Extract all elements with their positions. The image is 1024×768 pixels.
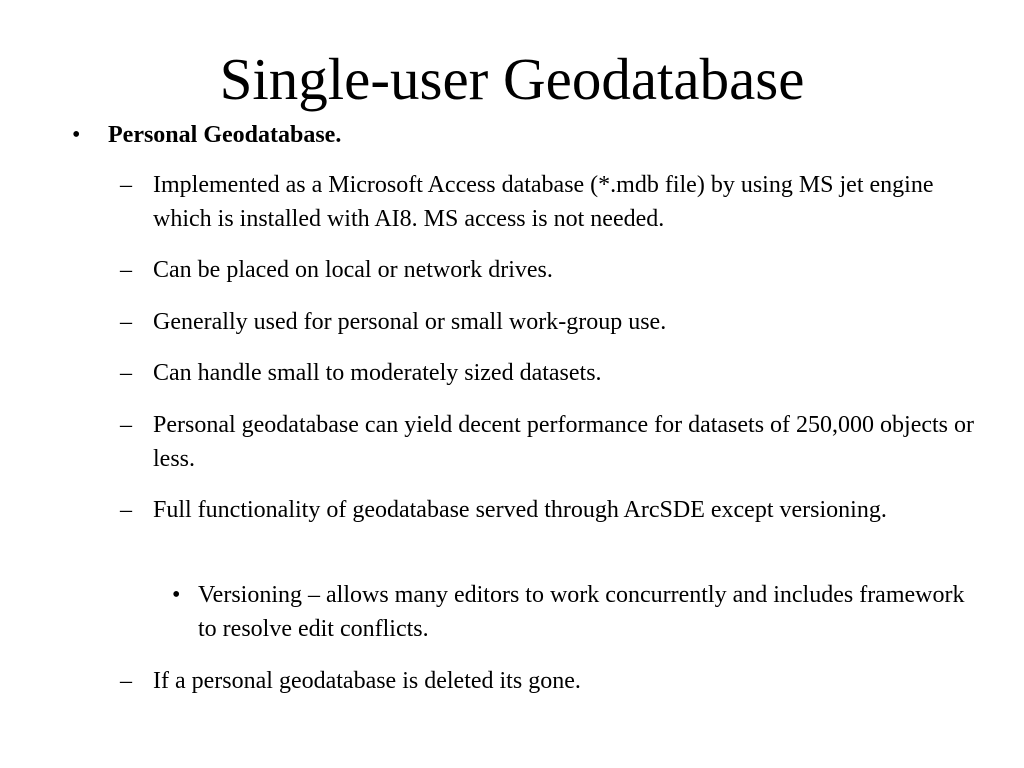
list-item-text: Can handle small to moderately sized datasets. — [153, 360, 602, 386]
list-item-text: Implemented as a Microsoft Access database (*.mdb file) by using MS jet engine which is installed with AI8. MS access is not needed. — [153, 172, 934, 232]
sub-list-item — [172, 578, 978, 646]
dash-glyph: – — [120, 309, 132, 335]
list-item — [120, 664, 983, 698]
dash-glyph: – — [120, 497, 132, 523]
dash-glyph: – — [120, 668, 132, 694]
dash-glyph: – — [120, 412, 132, 438]
list-item — [120, 356, 983, 390]
slide-title: Single-user Geodatabase — [219, 46, 805, 112]
list-item — [120, 493, 983, 527]
list-item-text: Can be placed on local or network drives. — [153, 257, 553, 283]
list-item — [120, 408, 983, 476]
list-item — [120, 253, 983, 287]
dash-glyph: – — [120, 360, 132, 386]
list-item-text: Generally used for personal or small work-group use. — [153, 309, 667, 335]
heading-bullet-item — [72, 119, 978, 151]
list-item-text: Personal geodatabase can yield decent performance for datasets of 250,000 objects or less. — [153, 412, 975, 472]
list-item — [120, 305, 983, 339]
dash-glyph: – — [120, 257, 132, 283]
heading-text: Personal Geodatabase. — [108, 122, 342, 148]
list-item — [120, 168, 983, 236]
sub-list-item-text: Versioning – allows many editors to work concurrently and includes framework to resolve edit conflicts. — [198, 582, 965, 642]
list-item-text: If a personal geodatabase is deleted its gone. — [153, 668, 581, 694]
dash-glyph: – — [120, 172, 132, 198]
bullet-glyph: • — [172, 582, 181, 608]
bullet-glyph: • — [72, 122, 81, 148]
list-item-text: Full functionality of geodatabase served through ArcSDE except versioning. — [153, 497, 887, 523]
